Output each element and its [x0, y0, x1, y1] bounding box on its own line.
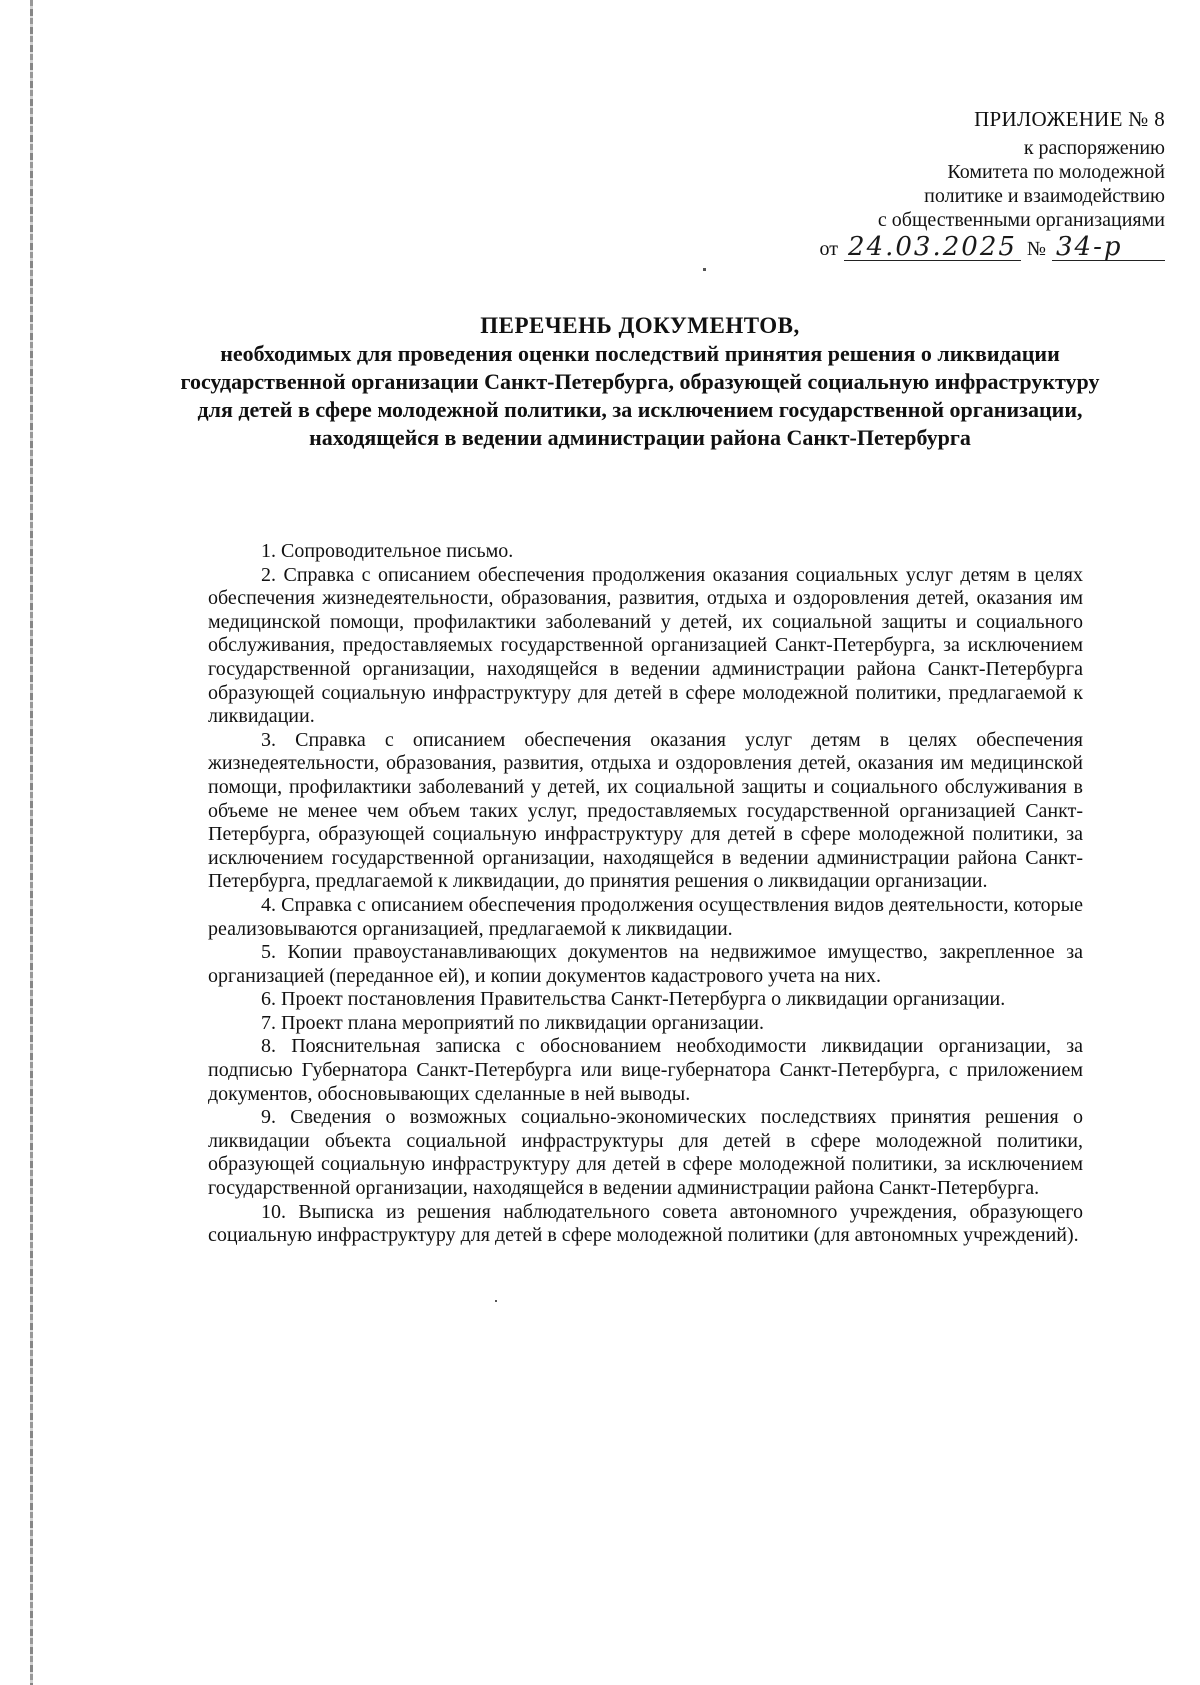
appendix-title: ПРИЛОЖЕНИЕ № 8	[974, 107, 1165, 131]
title-main: ПЕРЕЧЕНЬ ДОКУМЕНТОВ,	[480, 313, 800, 338]
document-title	[180, 312, 1100, 452]
list-item: 3. Справка с описанием обеспечения оказания услуг детям в целях обеспечения жизнедеятельности, образования, развития, отдыха и оздоровления детей, оказания им медицинской помощи, профилактики заболеваний у детей, их социальной защиты и социального обслуживания в объеме не менее чем объем таких услуг, предоставляемых государственной организацией Санкт-Петербурга, образующей социальную инфраструктуру для детей в сфере молодежной политики, за исключением государственной организации, находящейся в ведении администрации района Санкт-Петербурга, предлагаемой к ликвидации, до принятия решения о ликвидации организации.	[208, 728, 1083, 893]
date-prefix: от	[819, 238, 839, 260]
list-item: 2. Справка с описанием обеспечения продолжения оказания социальных услуг детям в целях обеспечения жизнедеятельности, образования, развития, отдыха и оздоровления детей, оказания им медицинской помощи, профилактики заболеваний у детей, их социальной защиты и социального обслуживания, предоставляемых государственной организацией Санкт-Петербурга, за исключением государственной организации, находящейся в ведении администрации района Санкт-Петербурга образующей социальную инфраструктуру для детей в сфере молодежной политики, предлагаемой к ликвидации.	[208, 563, 1083, 728]
title-sub: необходимых для проведения оценки последствий принятия решения о ликвидации государственной организации Санкт-Петербурга, образующей социальную инфраструктуру для детей в сфере молодежной политики, за исключением государственной организации, находящейся в ведении администрации района Санкт-Петербурга	[180, 341, 1100, 450]
scan-edge	[30, 0, 33, 1685]
handwritten-number: 34-р	[1052, 234, 1165, 261]
list-item: 9. Сведения о возможных социально-экономических последствиях принятия решения о ликвидации объекта социальной инфраструктуры для детей в сфере молодежной политики, образующей социальную инфраструктуру для детей в сфере молодежной политики, за исключением государственной организации, находящейся в ведении администрации района Санкт-Петербурга.	[208, 1106, 1083, 1200]
appendix-block	[645, 107, 1165, 261]
handwritten-date: 24.03.2025	[844, 234, 1021, 261]
list-item: 10. Выписка из решения наблюдательного совета автономного учреждения, образующего социальную инфраструктуру для детей в сфере молодежной политики (для автономных учреждений).	[208, 1200, 1083, 1247]
list-item: 7. Проект плана мероприятий по ликвидации организации.	[261, 1011, 764, 1034]
scan-speck	[703, 268, 706, 271]
list-item: 4. Справка с описанием обеспечения продолжения осуществления видов деятельности, которые реализовываются организацией, предлагаемой к ликвидации.	[208, 893, 1083, 940]
appendix-line: с общественными организациями	[877, 209, 1165, 231]
scan-speck	[495, 1300, 497, 1302]
appendix-line: Комитета по молодежной	[947, 161, 1165, 183]
appendix-line: к распоряжению	[1023, 137, 1165, 159]
appendix-line: политике и взаимодействию	[924, 185, 1165, 207]
document-list	[208, 540, 1083, 1248]
list-item: 1. Сопроводительное письмо.	[261, 540, 514, 562]
list-item: 6. Проект постановления Правительства Санкт-Петербурга о ликвидации организации.	[261, 988, 1006, 1011]
date-number-line	[645, 234, 1165, 261]
list-item: 8. Пояснительная записка с обоснованием необходимости ликвидации организации, за подписью Губернатора Санкт-Петербурга или вице-губернатора Санкт-Петербурга, с приложением документов, обосновывающих сделанные в ней выводы.	[208, 1035, 1083, 1105]
list-item: 5. Копии правоустанавливающих документов на недвижимое имущество, закрепленное за организацией (переданное ей), и копии документов кадастрового учета на них.	[208, 941, 1083, 987]
number-sign: №	[1026, 238, 1046, 260]
